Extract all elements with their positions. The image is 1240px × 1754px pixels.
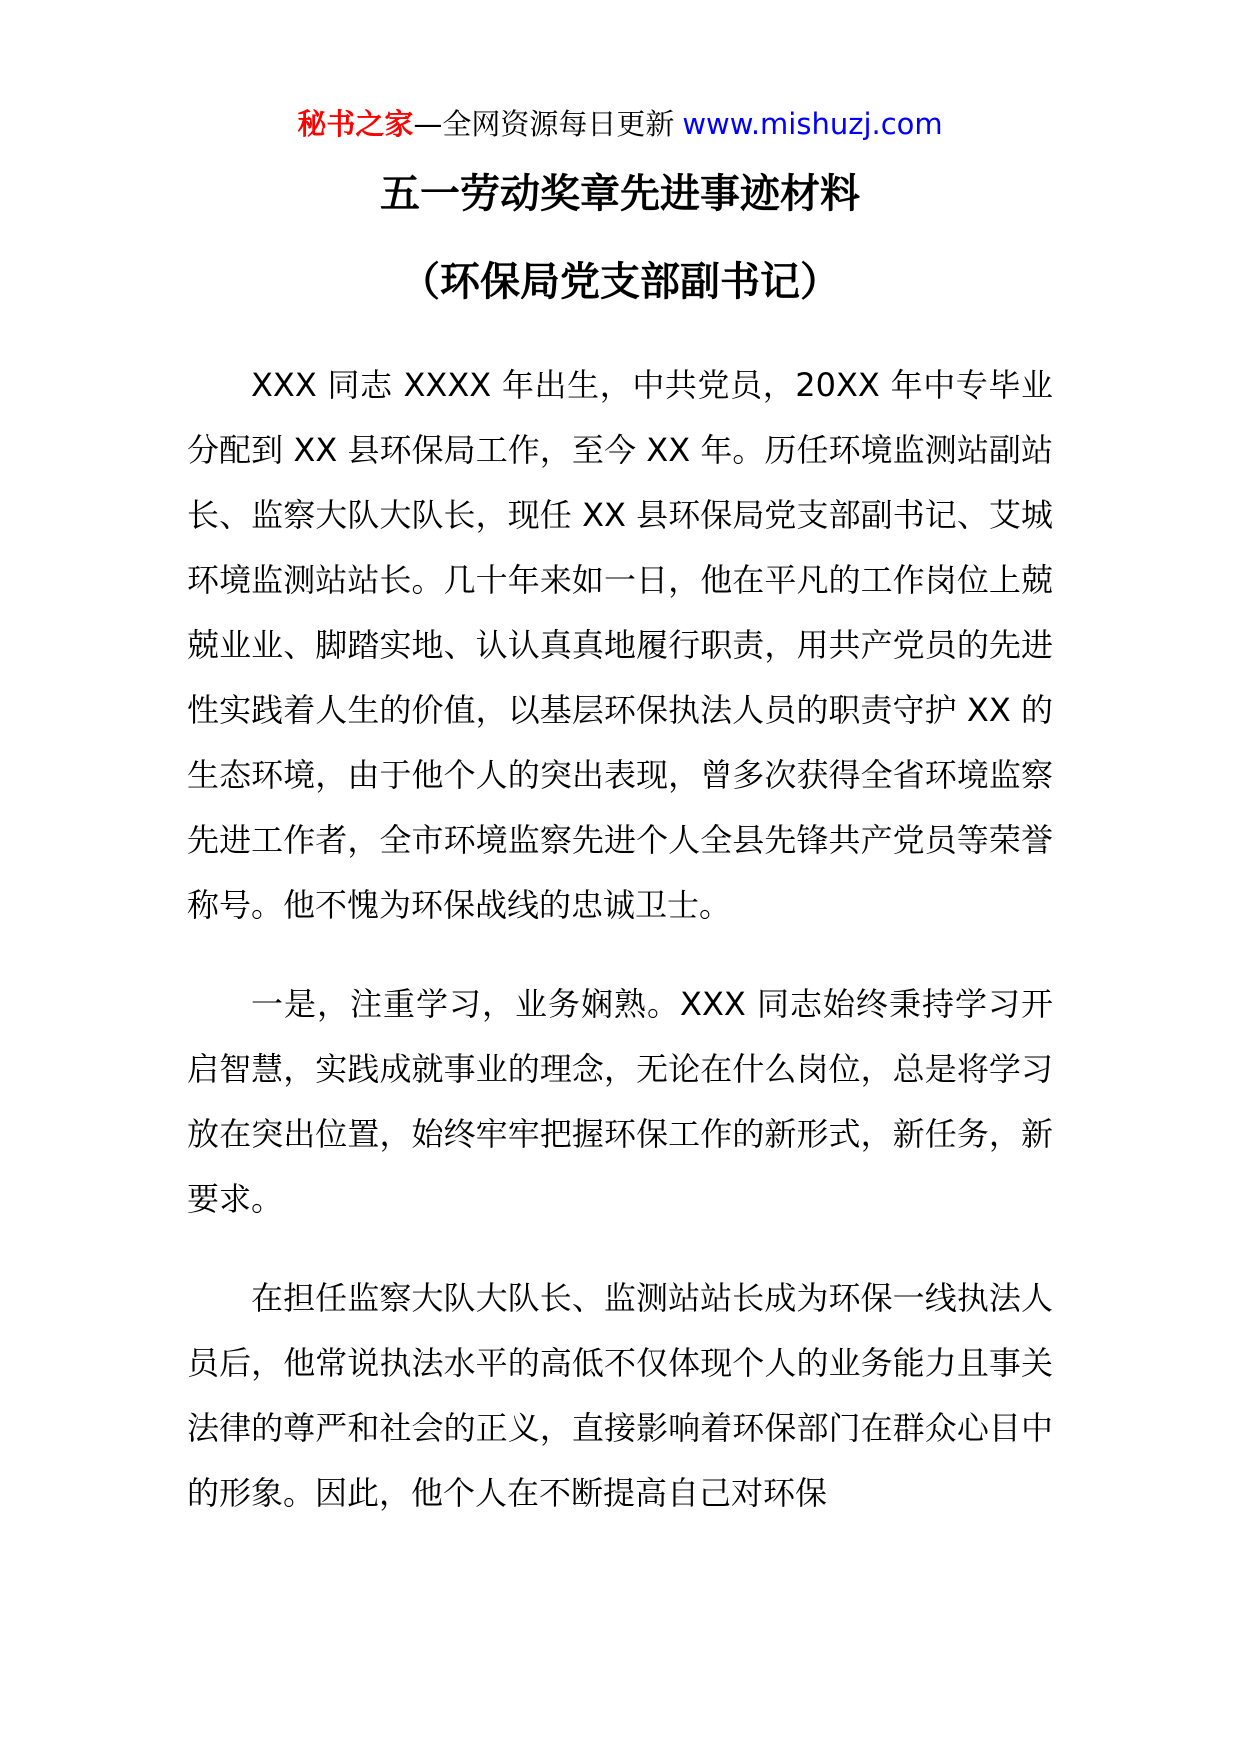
- document-title: 五一劳动奖章先进事迹材料: [380, 171, 860, 217]
- site-brand: 秘书之家: [297, 107, 414, 141]
- paragraph-intro: XXX 同志 XXXX 年出生，中共党员，20XX 年中专毕业分配到 XX 县环保局工作，至今 XX 年。历任环境监测站副站长、监察大队大队长，现任 XX 县环保局党支部副书记、艾城环境监测站站长。几十年来如一日，他在平凡的工作岗位上兢兢业业、脚踏实地、认认真真地履行职责，用共产党员的先进性实践着人生的价值，以基层环保执法人员的职责守护 XX 的生态环境，由于他个人的突出表现，曾多次获得全省环境监察先进工作者，全市环境监察先进个人全县先锋共产党员等荣誉称号。他不愧为环保战线的忠诚卫士。: [187, 366, 1053, 924]
- site-url-link[interactable]: www.mishuzj.com: [682, 107, 943, 141]
- paragraph-point-one: 一是，注重学习，业务娴熟。XXX 同志始终秉持学习开启智慧，实践成就事业的理念，无论在什么岗位，总是将学习放在突出位置，始终牢牢把握环保工作的新形式，新任务，新要求。: [187, 985, 1053, 1218]
- site-header: [0, 104, 1240, 144]
- site-tagline: —全网资源每日更新: [413, 107, 675, 141]
- document-body: [187, 353, 1053, 1560]
- document-subtitle: （环保局党支部副书记）: [400, 259, 840, 305]
- paragraph-enforcement: 在担任监察大队大队长、监测站站长成为环保一线执法人员后，他常说执法水平的高低不仅体现个人的业务能力且事关法律的尊严和社会的正义，直接影响着环保部门在群众心目中的形象。因此，他个人在不断提高自己对环保: [187, 1279, 1053, 1512]
